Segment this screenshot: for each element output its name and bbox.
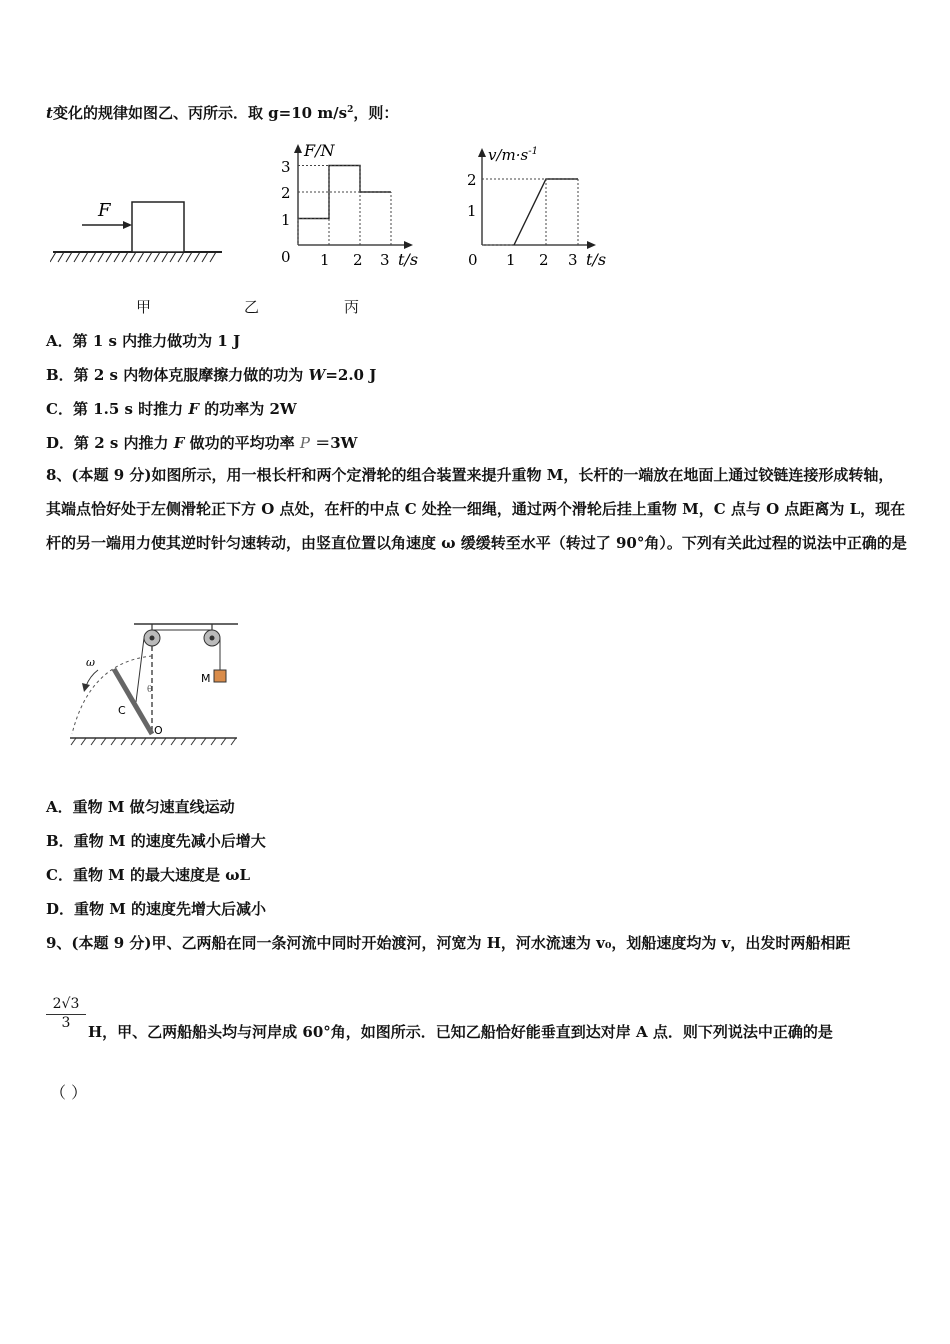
x-tick-3: 3 (568, 251, 578, 269)
y-tick-2: 2 (281, 184, 291, 202)
caption-bing: 丙 (344, 298, 360, 316)
x-tick-2: 2 (539, 251, 549, 269)
y-tick-1: 1 (467, 202, 477, 220)
v-t-series (482, 179, 578, 245)
svg-text:ω: ω (86, 656, 95, 669)
svg-text:O: O (154, 724, 163, 737)
x-tick-3: 3 (380, 251, 390, 269)
q7-option-a: A．第 1 s 内推力做功为 1 J (46, 332, 241, 350)
caption-jia: 甲 (136, 298, 152, 316)
q8-figure (62, 616, 247, 746)
omega-arrow (86, 670, 98, 686)
x-tick-2: 2 (353, 251, 363, 269)
force-label: F (98, 200, 111, 221)
block (132, 202, 184, 252)
y-tick-2: 2 (467, 171, 477, 189)
svg-text:C: C (118, 704, 126, 717)
q8-option-a: A．重物 M 做匀速直线运动 (46, 798, 235, 816)
figure-jia (50, 190, 225, 270)
f-t-series (298, 166, 391, 246)
q7-option-b: B．第 2 s 内物体克服摩擦力做的功为 W=2.0 J (46, 366, 377, 384)
q9-answer-blank: （ ） (50, 1083, 88, 1102)
x-tick-1: 1 (320, 251, 330, 269)
svg-text:M: M (201, 672, 211, 685)
q7-option-c: C．第 1.5 s 时推力 F 的功率为 2W (46, 400, 297, 418)
figure-yi-chart (274, 138, 434, 273)
y-tick-0: 0 (281, 248, 291, 266)
y-axis-label: F/N (304, 141, 335, 160)
q8-option-b: B．重物 M 的速度先减小后增大 (46, 832, 266, 850)
q9-line2: H，甲、乙两船船头均与河岸成 60°角，如图所示．已知乙船恰好能垂直到达对岸 A 点．则下列说法中正确的是 (88, 1023, 833, 1041)
x-axis-label: t/s (398, 250, 419, 269)
x-tick-0: 0 (468, 251, 478, 269)
rod (114, 669, 152, 734)
figure-bing-chart (462, 140, 622, 275)
y-axis-label: $v/m\cdot s^{-1}$ (488, 146, 538, 164)
q8-stem: 8、(本题 9 分)如图所示，用一根长杆和两个定滑轮的组合装置来提升重物 M，长杆的一端放在地面上通过铰链连接形成转轴，其端点恰好处于左侧滑轮正下方 O 点处，在杆的中点 C 处拴一细绳，通过两个滑轮后挂上重物 M，C 点与 O 点距离为 L，现在杆的另一端用力使其逆时针匀速转动，由竖直位置以角速度 ω 缓缓转至水平（转过了 90°角）。下列有关此过程的说法中正确的是 (46, 466, 907, 552)
q8-option-c: C．重物 M 的最大速度是 ωL (46, 866, 251, 884)
caption-yi: 乙 (244, 298, 260, 316)
q7-option-d: D．第 2 s 内推力 F 做功的平均功率 P ＝3W (46, 434, 358, 452)
q9-fraction: $\frac{2√3}{3}$ (46, 996, 86, 1031)
x-axis-label: t/s (586, 250, 607, 269)
intro-line: t变化的规律如图乙、丙所示．取 g=10 $m/s^2$，则： (46, 104, 399, 122)
rope (136, 638, 144, 702)
q8-option-d: D．重物 M 的速度先增大后减小 (46, 900, 267, 918)
y-tick-3: 3 (281, 158, 291, 176)
weight-m (214, 670, 226, 682)
svg-text:θ: θ (147, 685, 153, 695)
y-tick-1: 1 (281, 211, 291, 229)
x-tick-1: 1 (506, 251, 516, 269)
q9-line1: 9、(本题 9 分)甲、乙两船在同一条河流中同时开始渡河，河宽为 H，河水流速为 v₀，划船速度均为 v，出发时两船相距 (46, 934, 851, 952)
